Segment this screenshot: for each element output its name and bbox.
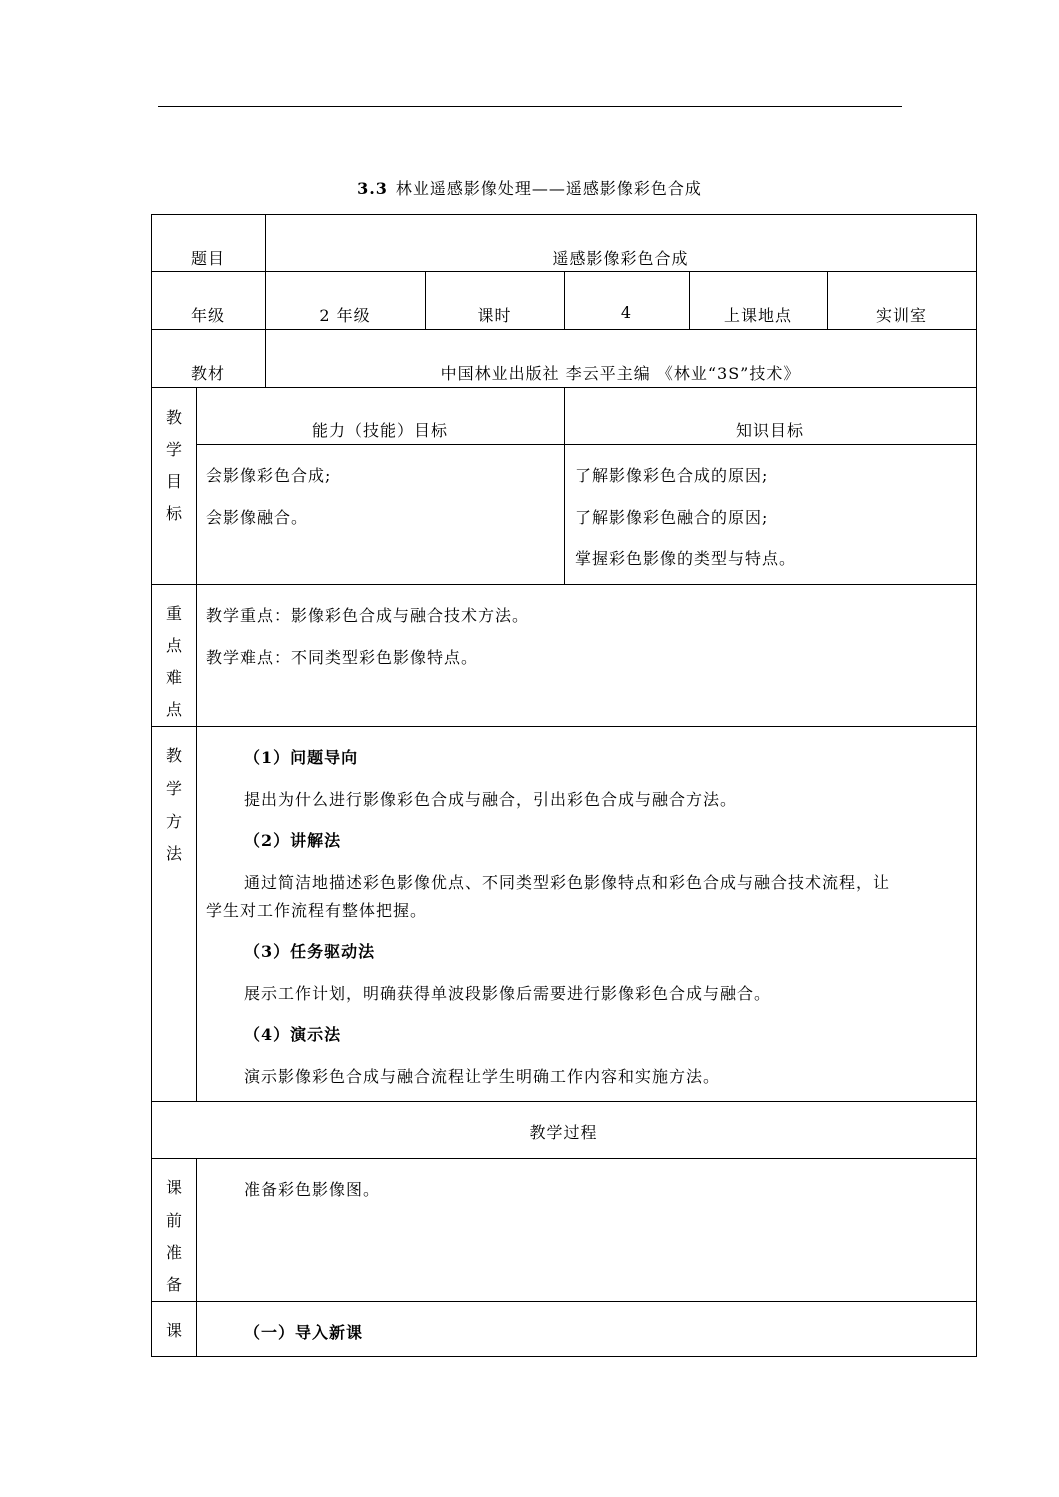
grade-label: 年级 xyxy=(190,306,225,325)
method-text: 通过简洁地描述彩色影像优点、不同类型彩色影像特点和彩色合成与融合技术流程，让 xyxy=(244,873,891,892)
difficulty-item: 教学难点：不同类型彩色影像特点。 xyxy=(206,648,479,667)
header-rule xyxy=(158,106,902,107)
method-title: （4）演示法 xyxy=(244,1025,342,1044)
document-title xyxy=(0,176,1059,199)
hours-value: 4 xyxy=(620,303,633,322)
topic-value: 遥感影像彩色合成 xyxy=(552,249,689,268)
ability-item: 会影像彩色合成; xyxy=(206,466,332,485)
knowledge-item: 掌握彩色影像的类型与特点。 xyxy=(575,549,797,568)
ability-objectives-header: 能力（技能）目标 xyxy=(311,421,448,440)
grade-value: 2 年级 xyxy=(319,306,371,325)
place-label: 上课地点 xyxy=(723,306,792,325)
method-text: 演示影像彩色合成与融合流程让学生明确工作内容和实施方法。 xyxy=(244,1067,721,1086)
hours-label: 课时 xyxy=(477,306,512,325)
textbook-label: 教材 xyxy=(190,364,225,383)
method-text: 展示工作计划，明确获得单波段影像后需要进行影像彩色合成与融合。 xyxy=(244,984,772,1003)
method-title: （3）任务驱动法 xyxy=(244,942,376,961)
textbook-value: 中国林业出版社 李云平主编 《林业“3S”技术》 xyxy=(440,364,801,383)
method-title: （1）问题导向 xyxy=(244,748,359,767)
place-value: 实训室 xyxy=(875,306,927,325)
method-text: 提出为什么进行影像彩色合成与融合，引出彩色合成与融合方法。 xyxy=(244,790,738,809)
knowledge-objectives-header: 知识目标 xyxy=(735,421,804,440)
ability-item: 会影像融合。 xyxy=(206,508,309,527)
method-title: （2）讲解法 xyxy=(244,831,342,850)
knowledge-item: 了解影像彩色合成的原因; xyxy=(575,466,769,485)
topic-label: 题目 xyxy=(190,249,225,268)
preparation-text: 准备彩色影像图。 xyxy=(244,1180,381,1199)
title-text: 林业遥感影像处理——遥感影像彩色合成 xyxy=(395,179,702,198)
key-point-item: 教学重点：影像彩色合成与融合技术方法。 xyxy=(206,606,530,625)
knowledge-item: 了解影像彩色融合的原因; xyxy=(575,508,769,527)
title-number: 3.3 xyxy=(357,179,388,198)
method-text: 学生对工作流程有整体把握。 xyxy=(206,901,428,920)
lesson-label: 课 xyxy=(165,1321,182,1340)
lesson-section-title: （一）导入新课 xyxy=(244,1323,364,1342)
teaching-process-header: 教学过程 xyxy=(529,1123,598,1142)
